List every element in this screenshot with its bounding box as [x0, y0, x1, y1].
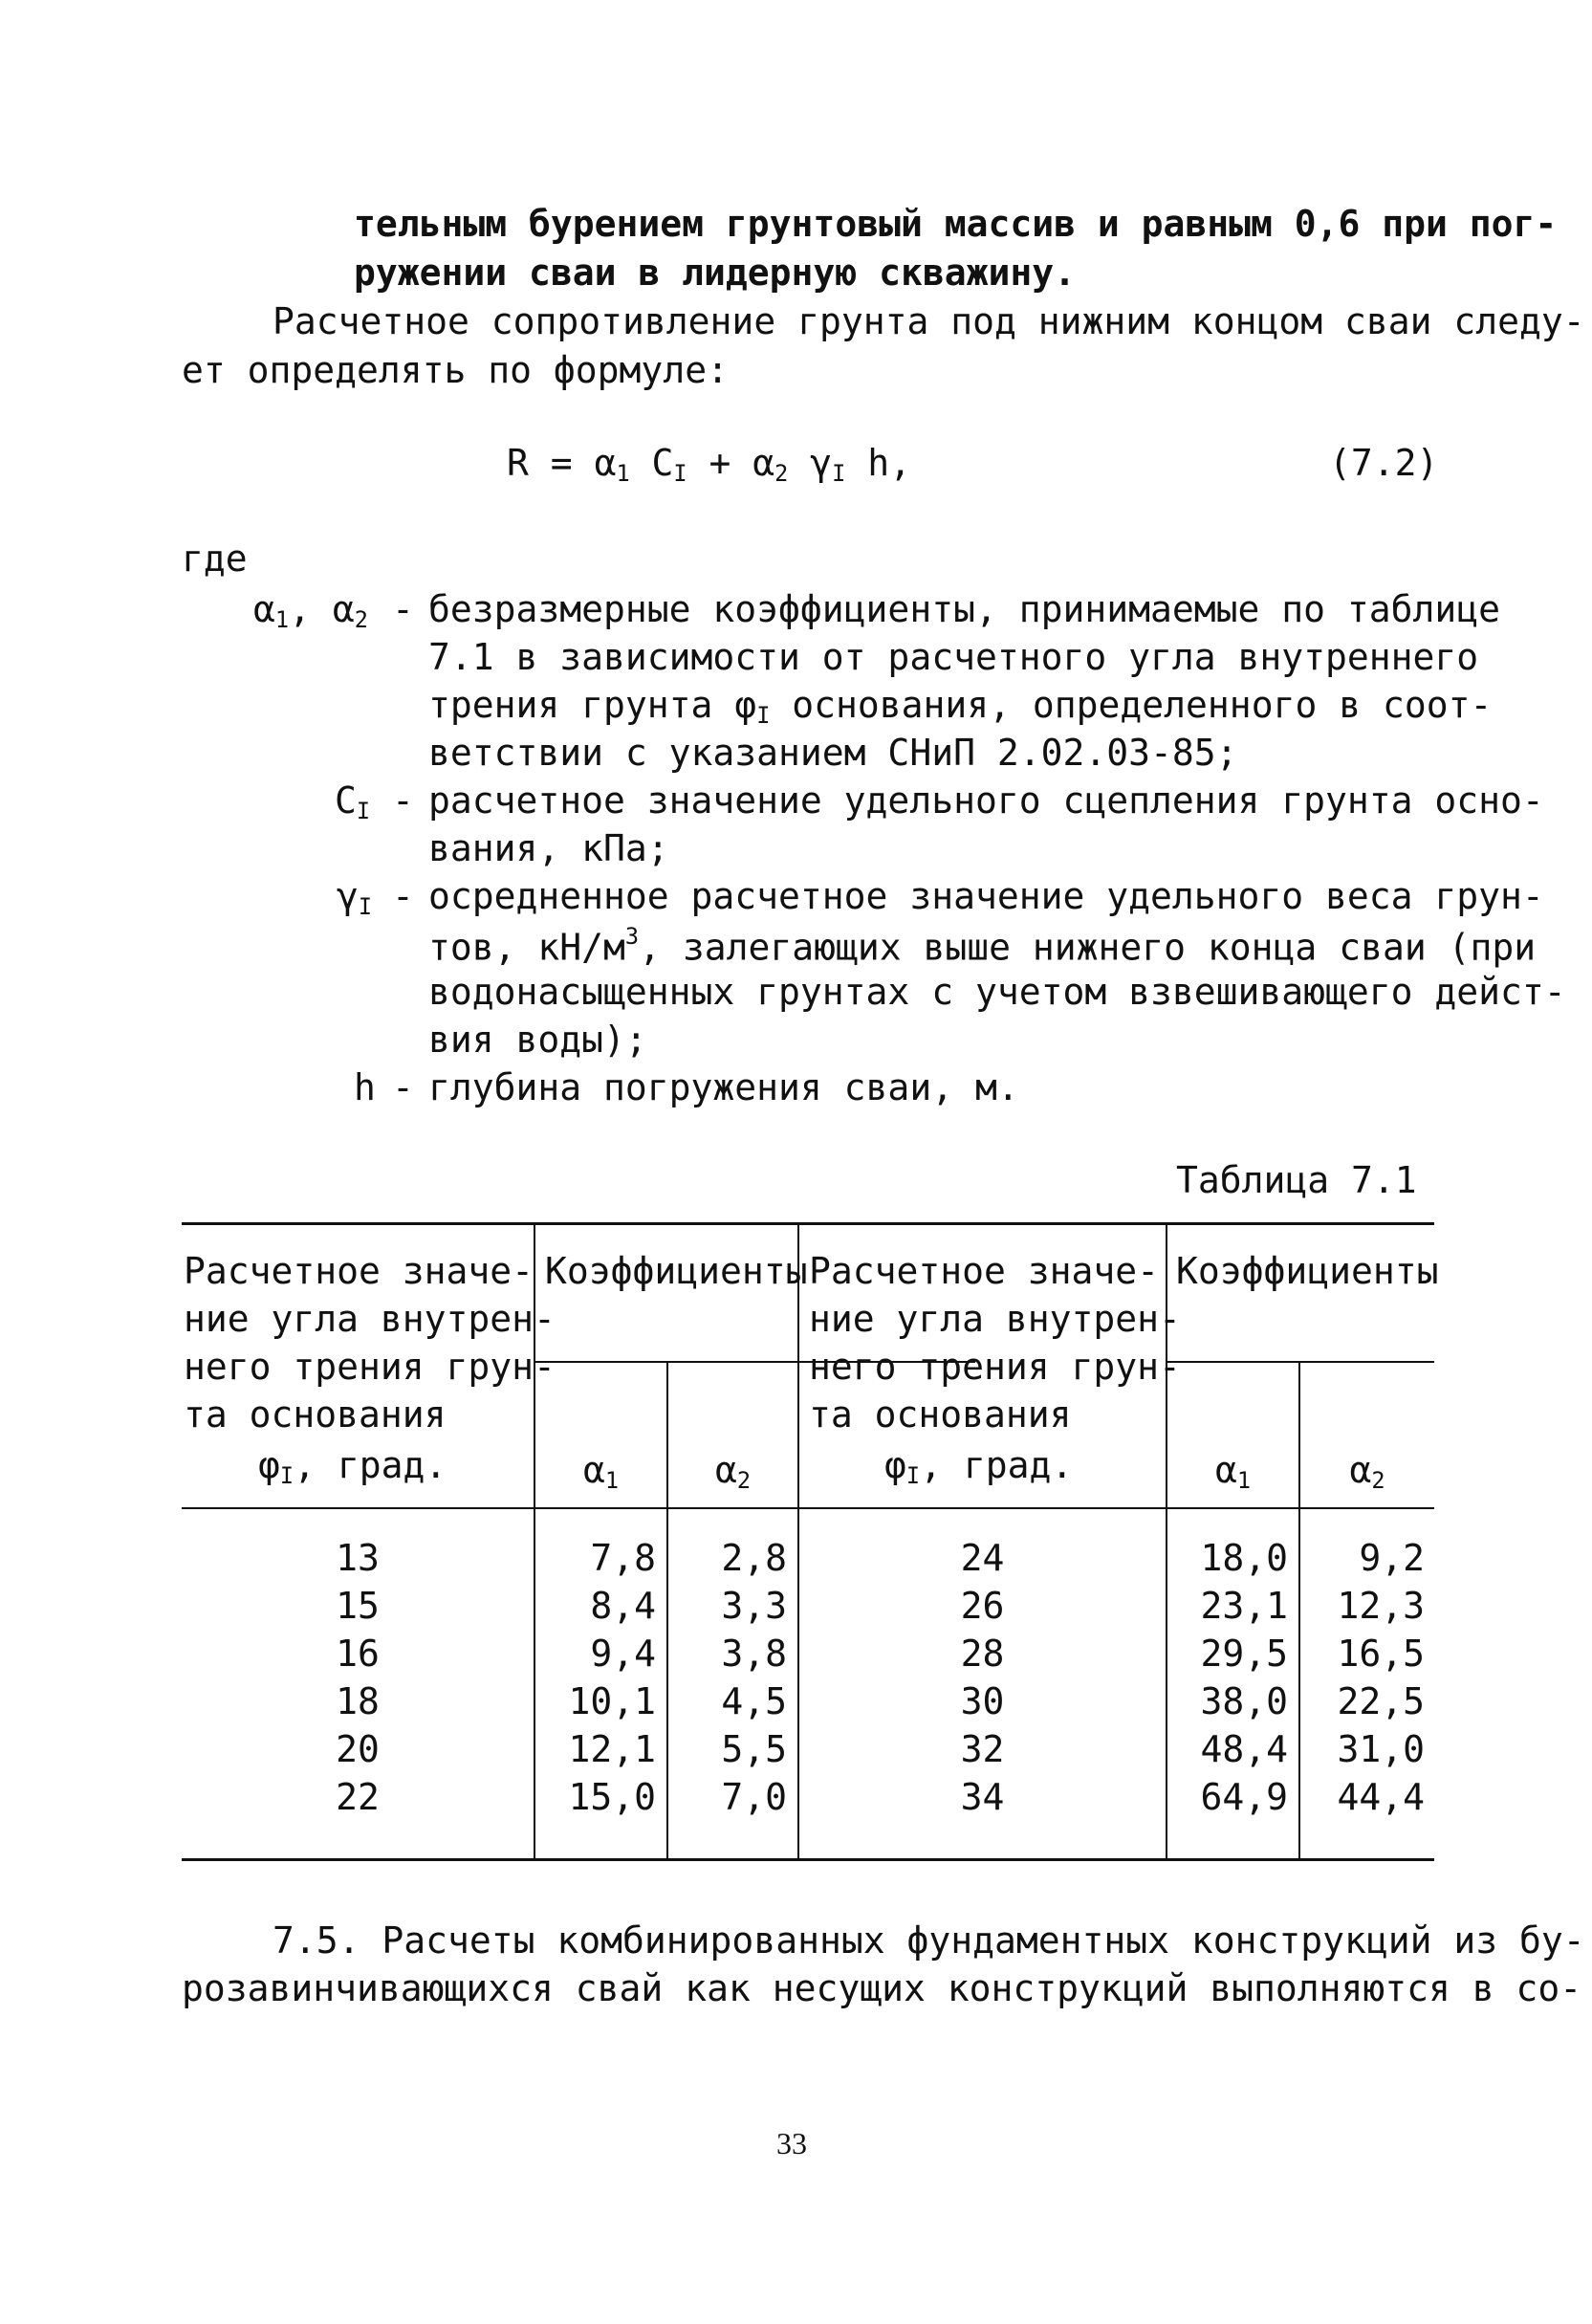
cell-a2: 5,5	[721, 1728, 787, 1770]
cell-a1: 7,8	[590, 1537, 656, 1579]
cell-a2: 7,0	[721, 1776, 787, 1818]
table-top-rule	[182, 1222, 1434, 1225]
intro-line-4: ет определять по формуле:	[182, 349, 729, 391]
header-angle-symbol: $\varphi_I$, град.	[884, 1444, 1074, 1489]
cell-phi: 16	[336, 1633, 380, 1675]
header-alpha2: $\alpha_2$	[1349, 1449, 1385, 1494]
header-alpha1: $\alpha_1$	[1214, 1449, 1252, 1494]
section-line-1: 7.5. Расчеты комбинированных фундаментных конструкций из бу-	[273, 1919, 1585, 1962]
cell-a2: 4,5	[721, 1680, 787, 1722]
header-angle-line: него трения грун-	[809, 1346, 1181, 1388]
cell-a1: 23,1	[1200, 1585, 1288, 1627]
section-line-2: розавинчивающихся свай как несущих конструкций выполняются в со-	[182, 1967, 1582, 2009]
header-angle-symbol: $\varphi_I$, град.	[258, 1444, 447, 1489]
cell-a2: 44,4	[1337, 1776, 1425, 1818]
cell-phi: 18	[336, 1680, 380, 1722]
cell-a2: 3,3	[721, 1585, 787, 1627]
cell-phi: 28	[960, 1633, 1005, 1675]
cell-a1: 12,1	[568, 1728, 656, 1770]
cell-a2: 22,5	[1337, 1680, 1425, 1722]
intro-line-3: Расчетное сопротивление грунта под нижним концом сваи следу-	[273, 300, 1585, 342]
where-label: где	[182, 537, 248, 580]
coefficients-table	[182, 1222, 1439, 1863]
cell-a2: 3,8	[721, 1633, 787, 1675]
def-gamma-line-4: вия воды);	[428, 1019, 647, 1061]
def-alpha-line-3: трения грунта $\varphi_I$ основания, определенного в соот-	[428, 684, 1493, 729]
header-angle-line: ние угла внутрен-	[184, 1298, 556, 1340]
def-gamma-line-3: водонасыщенных грунтах с учетом взвешивающего дейст-	[428, 971, 1566, 1013]
def-gamma-line-1: осредненное расчетное значение удельного веса грун-	[428, 875, 1544, 917]
cell-a1: 9,4	[590, 1633, 656, 1675]
cell-phi: 26	[960, 1585, 1005, 1627]
header-angle-line: Расчетное значе-	[809, 1250, 1160, 1292]
def-alpha-line-2: 7.1 в зависимости от расчетного угла внутреннего	[428, 636, 1479, 678]
def-symbol-alpha: $\alpha_1$, $\alpha_2$	[253, 588, 368, 633]
def-h-line-1: глубина погружения сваи, м.	[428, 1066, 1019, 1108]
def-dash: -	[392, 779, 414, 822]
cell-phi: 20	[336, 1728, 380, 1770]
cell-phi: 22	[336, 1776, 380, 1818]
def-dash: -	[392, 588, 414, 630]
header-coefficients: Коэффициенты	[545, 1250, 808, 1292]
table-header-rule	[182, 1507, 1434, 1509]
cell-phi: 34	[960, 1776, 1005, 1818]
cell-a1: 64,9	[1200, 1776, 1288, 1818]
intro-line-1: тельным бурением грунтовый массив и равным 0,6 при пог-	[354, 203, 1558, 245]
cell-a2: 2,8	[721, 1537, 787, 1579]
def-dash: -	[392, 1066, 414, 1108]
table-bottom-rule	[182, 1858, 1434, 1861]
cell-a1: 48,4	[1200, 1728, 1288, 1770]
header-coefficients: Коэффициенты	[1176, 1250, 1439, 1292]
def-gamma-line-2: тов, $кН/м^3$, залегающих выше нижнего конца сваи (при	[428, 923, 1537, 969]
cell-a1: 10,1	[568, 1680, 656, 1722]
intro-line-2: ружении сваи в лидерную скважину.	[354, 252, 1076, 294]
header-angle-line: та основания	[184, 1393, 447, 1436]
formula: $R = \alpha_1$ $C_I + \alpha_2$ $\gamma_I$ h,	[507, 442, 911, 487]
header-angle-line: та основания	[809, 1393, 1072, 1436]
cell-a2: 31,0	[1337, 1728, 1425, 1770]
def-symbol-gamma: $\gamma_I$	[337, 875, 373, 920]
cell-a1: 8,4	[590, 1585, 656, 1627]
table-caption: Таблица 7.1	[1176, 1159, 1417, 1201]
formula-number: (7.2)	[1329, 442, 1439, 484]
def-alpha-line-4: ветствии с указанием СНиП 2.02.03-85;	[428, 732, 1238, 774]
def-c-line-1: расчетное значение удельного сцепления грунта осно-	[428, 779, 1544, 822]
cell-a1: 15,0	[568, 1776, 656, 1818]
def-dash: -	[392, 875, 414, 917]
cell-phi: 24	[960, 1537, 1005, 1579]
header-angle-line: него трения грун-	[184, 1346, 556, 1388]
def-alpha-line-1: безразмерные коэффициенты, принимаемые по таблице	[428, 588, 1501, 630]
cell-a2: 12,3	[1337, 1585, 1425, 1627]
def-c-line-2: вания, кПа;	[428, 827, 669, 869]
header-angle-line: Расчетное значе-	[184, 1250, 534, 1292]
cell-phi: 32	[960, 1728, 1005, 1770]
cell-phi: 30	[960, 1680, 1005, 1722]
cell-a2: 9,2	[1359, 1537, 1425, 1579]
cell-a1: 18,0	[1200, 1537, 1288, 1579]
def-symbol-h: h	[354, 1066, 376, 1108]
cell-phi: 13	[336, 1537, 380, 1579]
cell-phi: 15	[336, 1585, 380, 1627]
header-alpha1: $\alpha_1$	[582, 1449, 620, 1494]
cell-a1: 38,0	[1200, 1680, 1288, 1722]
header-angle-line: ние угла внутрен-	[809, 1298, 1181, 1340]
page-number: 33	[776, 2126, 807, 2160]
coef-subrule-right	[1167, 1361, 1434, 1363]
cell-a2: 16,5	[1337, 1633, 1425, 1675]
cell-a1: 29,5	[1200, 1633, 1288, 1675]
def-symbol-c: $C_I$	[335, 779, 371, 824]
header-alpha2: $\alpha_2$	[714, 1449, 752, 1494]
